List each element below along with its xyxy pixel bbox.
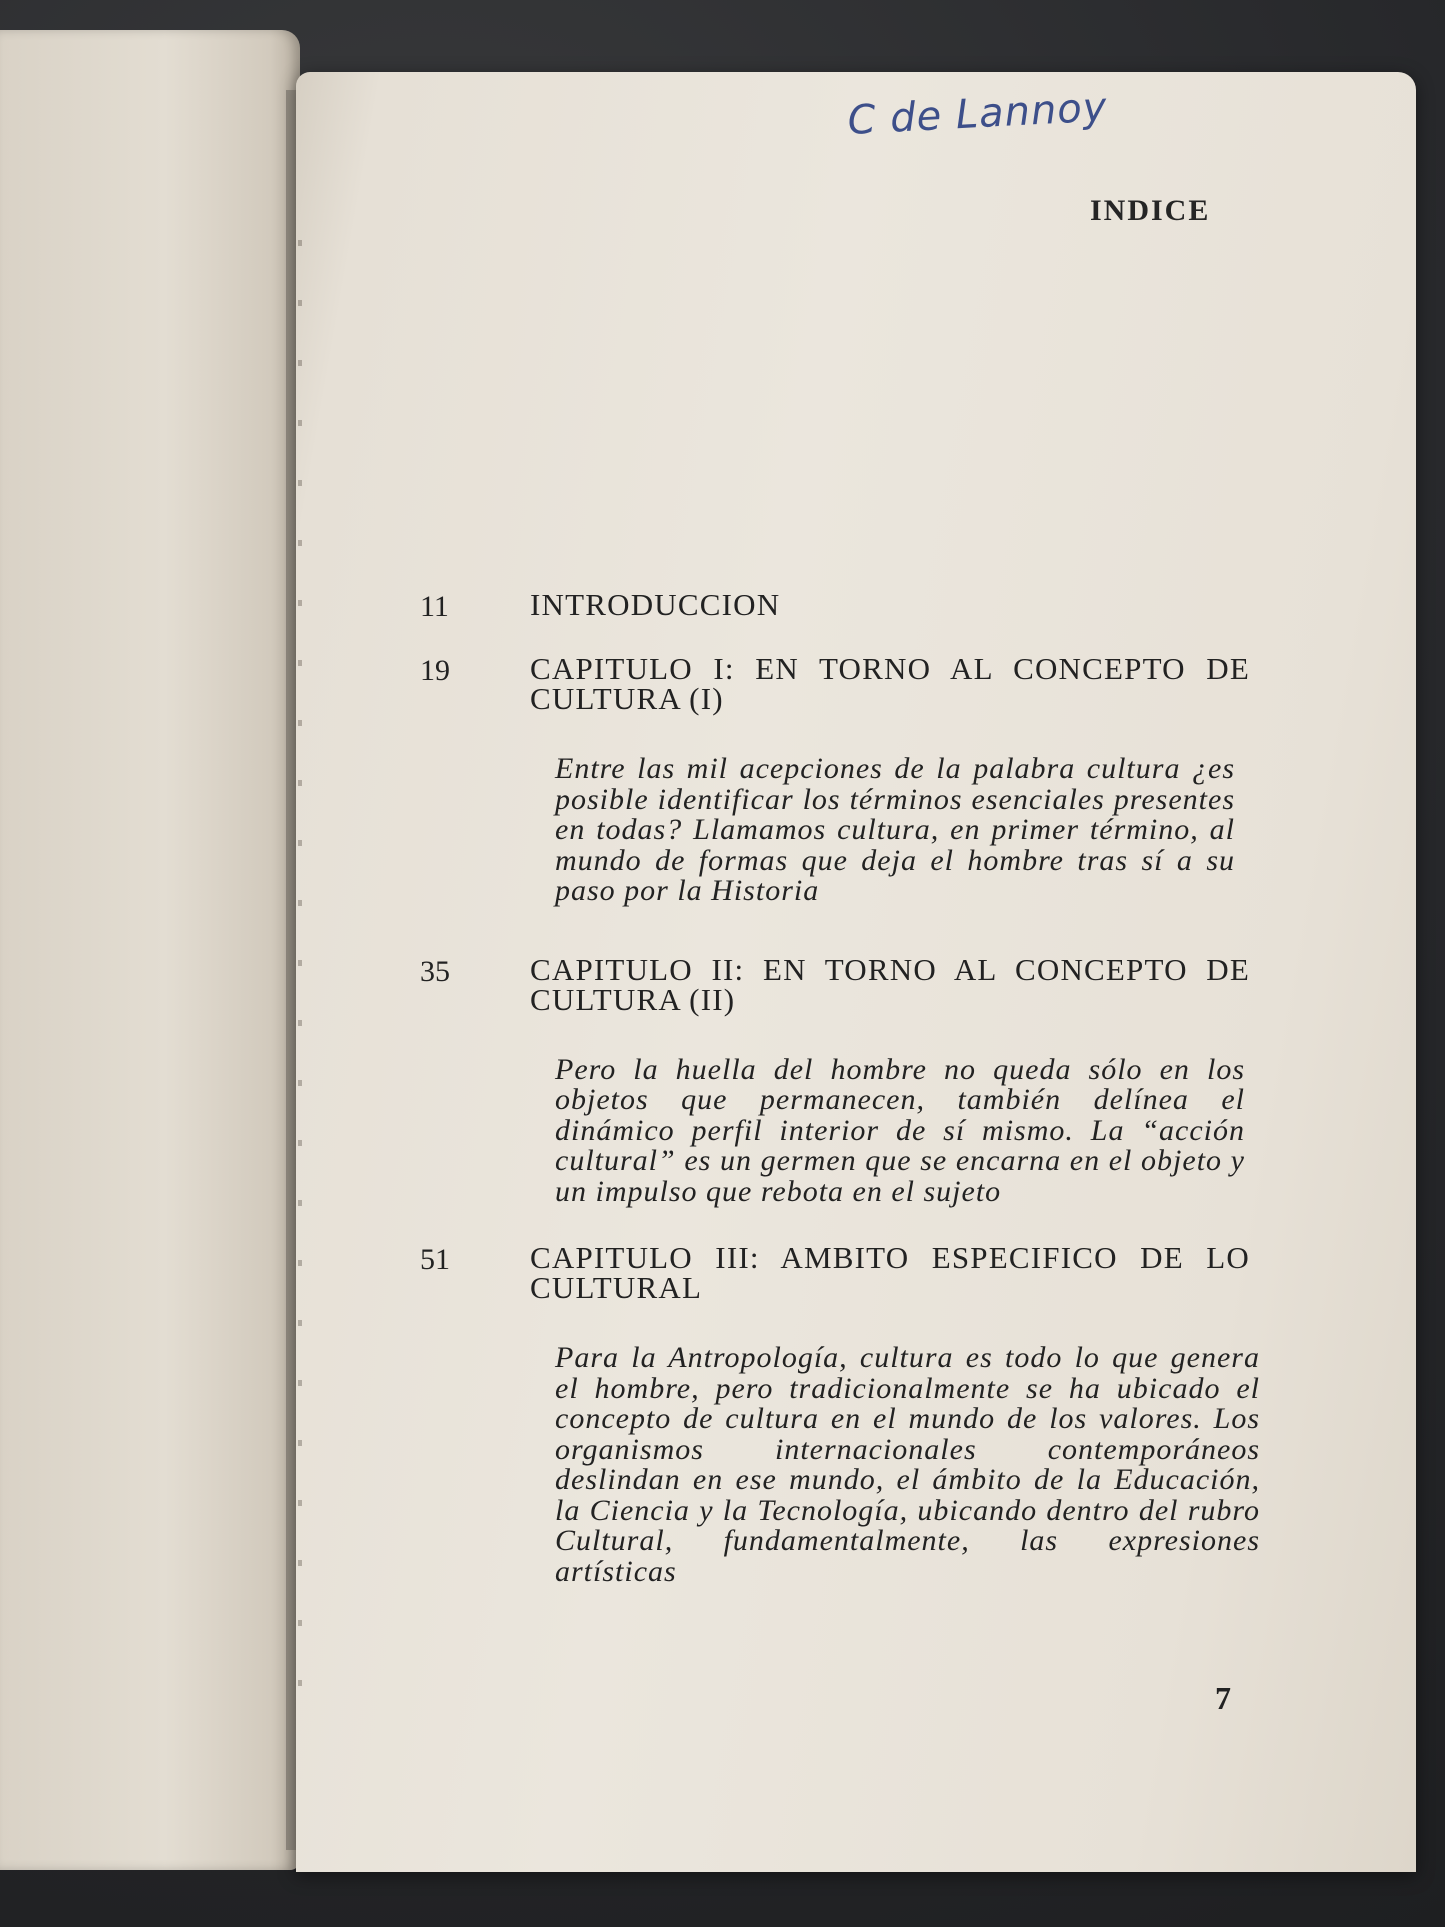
left-page — [0, 30, 300, 1870]
toc-entry-title: CAPITULO III: AMBITO ESPECIFICO DE LO CULTURAL — [530, 1240, 1250, 1305]
toc-entry-summary: Para la Antropología, cultura es todo lo que genera el hombre, pero tradicionalmente se ha ubicado el concepto de cultura en el mundo de los valores. Los organismos internacionales contemporáneos deslindan en ese mundo, el ámbito de la Educación, la Ciencia y la Tecnología, ubicando dentro del rubro Cultural, fundamentalmente, las expresiones artísticas — [555, 1341, 1260, 1588]
toc-page-number: 51 — [420, 1243, 450, 1276]
toc-entry-capitulo-3 — [420, 1240, 1260, 1588]
page-title: INDICE — [1090, 194, 1211, 227]
toc-entry-title: INTRODUCCION — [530, 587, 781, 622]
page-number: 7 — [1215, 1680, 1231, 1716]
toc-page-number: 35 — [420, 954, 450, 988]
toc-entry-capitulo-2 — [420, 951, 1250, 1208]
toc-page-number: 19 — [420, 654, 450, 687]
binding-stitches — [298, 240, 302, 1740]
handwritten-signature: C de Lannoy — [846, 84, 1109, 144]
toc-page-number: 11 — [420, 590, 449, 623]
toc-entry-summary: Entre las mil acepciones de la palabra cultura ¿es posible identificar los términos esenciales presentes en todas? Llamamos cultura, en primer término, al mundo de formas que deja el hombre tras sí a su paso por la Historia — [555, 752, 1235, 907]
toc-entry-title: CAPITULO I: EN TORNO AL CONCEPTO DE CULTURA (I) — [530, 651, 1250, 716]
table-of-contents — [420, 587, 1260, 1627]
toc-entry-capitulo-1 — [420, 651, 1250, 907]
toc-entry-summary: Pero la huella del hombre no queda sólo en los objetos que permanecen, también delínea el dinámico perfil interior de sí mismo. La “acción cultural” es un germen que se encarna en el objeto y un impulso que rebota en el sujeto — [555, 1052, 1245, 1208]
toc-entry-title: CAPITULO II: EN TORNO AL CONCEPTO DE CULTURA (II) — [530, 951, 1250, 1017]
toc-entry-introduccion — [420, 587, 1250, 623]
